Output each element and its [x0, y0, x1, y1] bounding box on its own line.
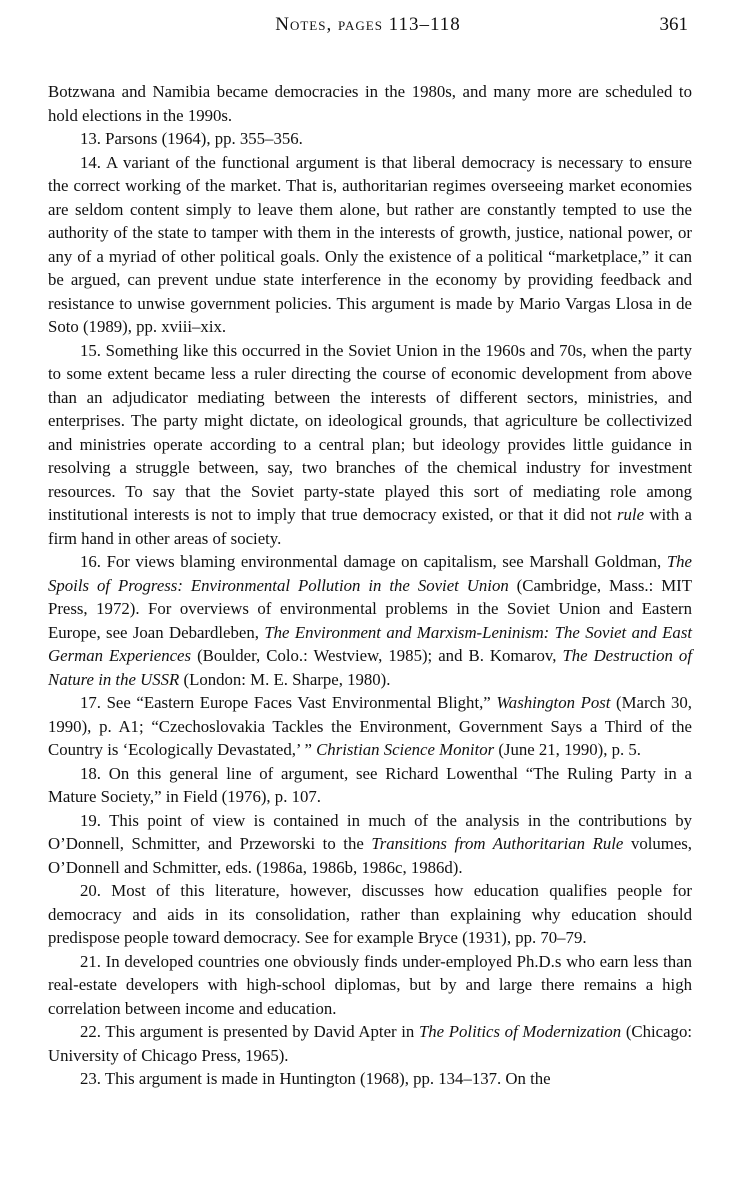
note-text: (Chicago: University of Chicago Press, 1965).	[48, 1022, 693, 1065]
note-text: 19. This point of view is contained in much of the analysis in the contributions by O’Donnell, Schmitter, and Przeworski to the	[48, 810, 692, 853]
note-text: 14. A variant of the functional argument is that liberal democracy is necessary to ensure the correct working of the market. That is, authoritarian regimes overseeing market economies are seldom content simply to leave them alone, but rather are constantly tempted to use the authority of the state to tamper with them in the interests of growth, justice, national power, or any of a myriad of other political goals. Only the existence of a political “marketplace,” it can be argued, can prevent undue state interference in the economy by providing feedback and resistance to unwise government policies. This argument is made by Mario Vargas Llosa in de Soto (1989), pp. xviii–xix.	[48, 152, 692, 336]
footnote	[48, 127, 692, 151]
page-header	[48, 14, 688, 44]
notes-list	[48, 127, 692, 1091]
italic-title: The Destruction of Nature in the USSR	[48, 646, 692, 689]
footnote	[48, 151, 692, 339]
note-text: 22. This argument is presented by David Apter in	[80, 1022, 419, 1041]
page-number: 361	[659, 14, 688, 35]
note-text: with a firm hand in other areas of society.	[48, 505, 692, 548]
note-text: (June 21, 1990), p. 5.	[494, 740, 641, 759]
italic-title: Washington Post	[496, 693, 611, 712]
footnote	[48, 762, 692, 809]
italic-title: Transitions from Authoritarian Rule	[371, 834, 624, 853]
note-text: 18. On this general line of argument, see Richard Lowenthal “The Ruling Party in a Mature Society,” in Field (1976), p. 107.	[48, 763, 692, 806]
note-text: 17. See “Eastern Europe Faces Vast Environmental Blight,”	[80, 693, 497, 712]
italic-title: Christian Science Monitor	[316, 740, 495, 759]
footnote	[48, 950, 692, 1021]
note-text: (Cambridge, Mass.: MIT Press, 1972). For overviews of environmental problems in the Soviet Union and Eastern Europe, see Joan Debardleben,	[48, 575, 692, 642]
footnote	[48, 339, 692, 551]
note-text: 20. Most of this literature, however, discusses how education qualifies people for democracy and aids in its consolidation, rather than explaining why education should predispose people toward democracy. See for example Bryce (1931), pp. 70–79.	[48, 881, 692, 947]
note-text: (March 30, 1990), p. A1; “Czechoslovakia Tackles the Environment, Government Says a Third of the Country is ‘Ecologically Devastated,’ ”	[48, 693, 692, 759]
footnote	[48, 691, 692, 762]
notes-body	[48, 80, 692, 1091]
continuation-paragraph: Botzwana and Namibia became democracies in the 1980s, and many more are scheduled to hold elections in the 1990s.	[48, 82, 692, 125]
footnote	[48, 879, 692, 950]
footnote	[48, 1020, 692, 1067]
note-text: 21. In developed countries one obviously finds under-employed Ph.D.s who earn less than real-estate developers with high-school diplomas, but by and large there remains a high correlation between income and education.	[48, 951, 692, 1018]
footnote	[48, 550, 692, 691]
note-text: 16. For views blaming environmental damage on capitalism, see Marshall Goldman,	[80, 552, 667, 571]
note-text: volumes, O’Donnell and Schmitter, eds. (1986a, 1986b, 1986c, 1986d).	[48, 834, 693, 877]
note-text: 15. Something like this occurred in the Soviet Union in the 1960s and 70s, when the party to some extent became less a ruler directing the course of economic development from above than an adjudicator mediating between the interests of different sectors, ministries, and enterprises. The party might dictate, on ideological grounds, that agriculture be collectivized and ministries operate according to a central plan; but ideology provides little guidance in resolving a struggle between, say, two branches of the chemical industry for investment resources. To say that the Soviet party-state played this sort of mediating role among institutional interests is not to imply that true democracy existed, or that it did not	[48, 340, 692, 524]
note-text: 13. Parsons (1964), pp. 355–356.	[80, 129, 303, 148]
italic-title: The Politics of Modernization	[418, 1022, 622, 1041]
note-text: 23. This argument is made in Huntington (1968), pp. 134–137. On the	[80, 1069, 551, 1088]
italic-title: The Spoils of Progress: Environmental Pollution in the Soviet Union	[48, 552, 692, 595]
note-text: (Boulder, Colo.: Westview, 1985); and B. Komarov,	[191, 646, 563, 665]
note-text: (London: M. E. Sharpe, 1980).	[179, 669, 391, 689]
italic-title: rule	[616, 505, 645, 524]
footnote	[48, 1067, 692, 1091]
footnote	[48, 809, 692, 880]
running-head: Notes, pages 113–118	[275, 14, 461, 35]
italic-title: The Environment and Marxism-Leninism: The Soviet and East German Experiences	[48, 622, 693, 665]
